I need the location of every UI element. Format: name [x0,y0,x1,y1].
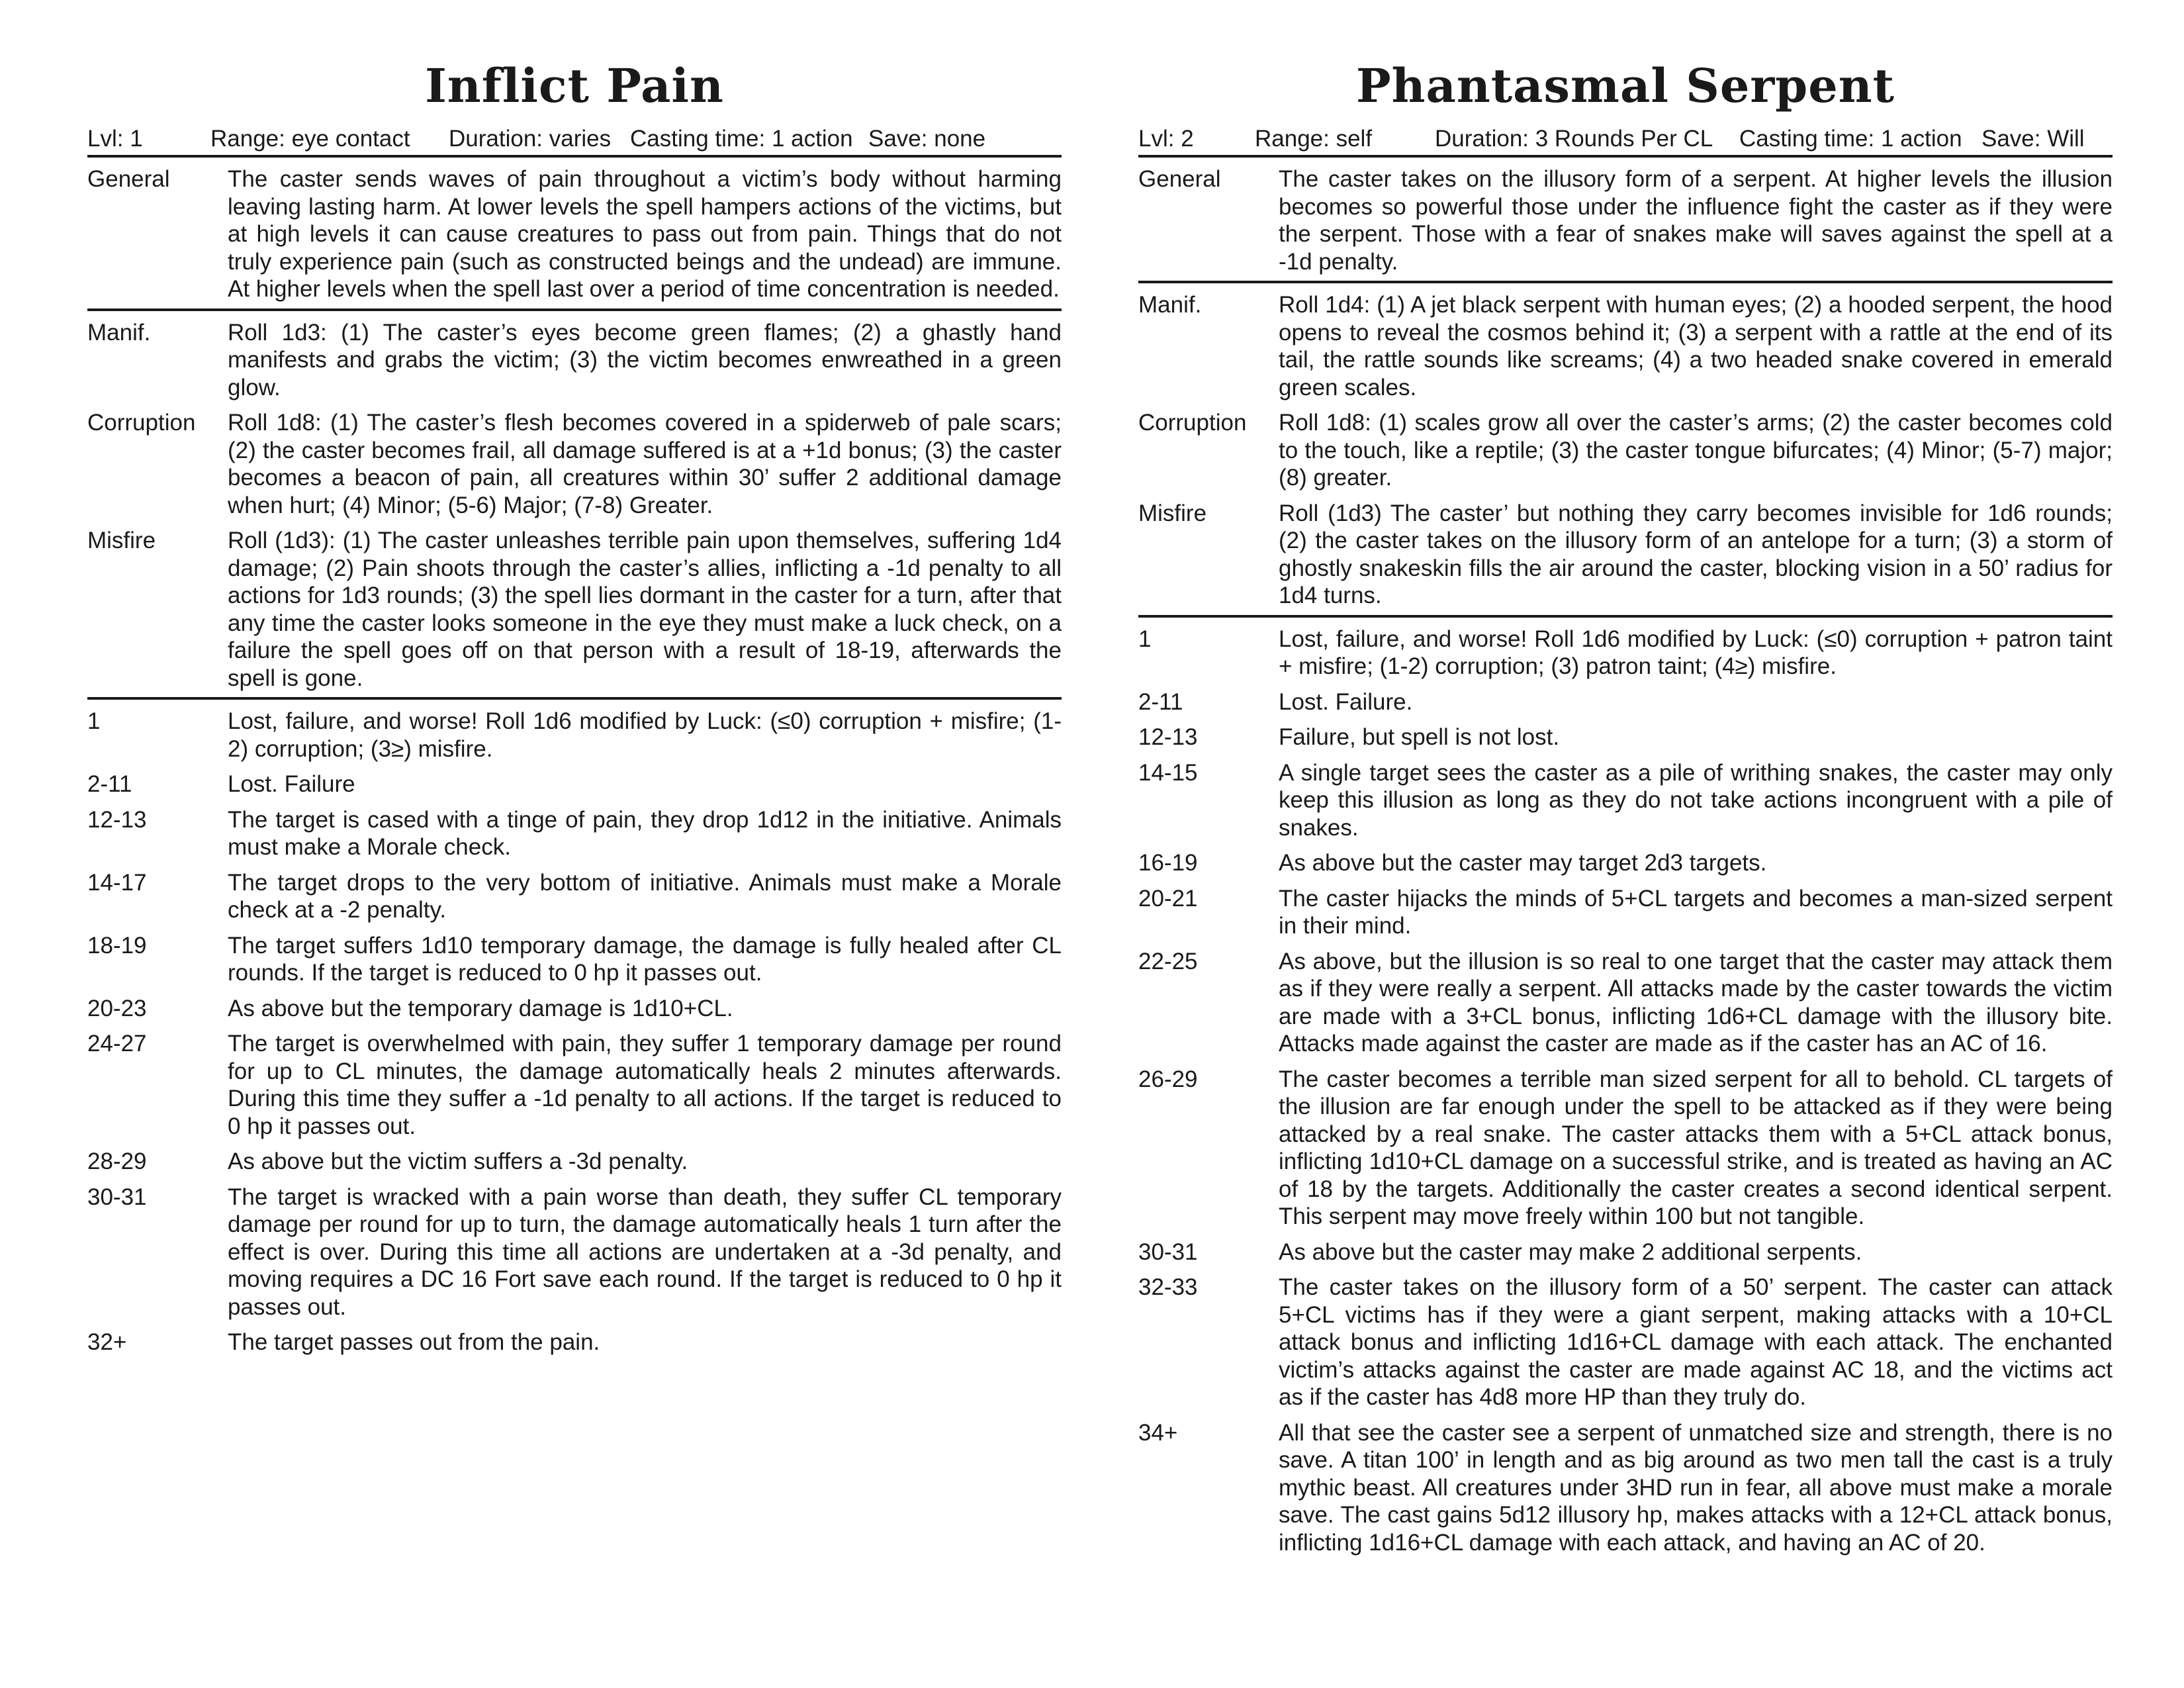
row-label: General [1138,166,1221,192]
result-range: 14-17 [87,869,147,896]
spell-stats [87,123,1062,158]
result-text: All that see the caster see a serpent of unmatched size and strength, there is no save. A titan 100’ in length and as big around as two men tall the cast is a truly mythic beast. All creatures under 3HD run in fear, all above must make a morale save. The cast gains 5d12 illusory hp, makes attacks with a 12+CL attack bonus, inflicting 1d16+CL damage with each attack, and having an AC of 20. [1279,1419,2113,1556]
result-text: The caster takes on the illusory form of a 50’ serpent. The caster can attack 5+CL victims has if they were a giant serpent, making attacks with a 10+CL attack bonus and inflicting 1d16+CL damage with each attack. The enchanted victim’s attacks against the caster are made against AC 18, and the victims act as if the caster has 4d8 more HP than they truly do. [1279,1274,2113,1410]
result-text: The caster becomes a terrible man sized serpent for all to behold. CL targets of the illusion are far enough under the spell to be attacked as if they were being attacked by a real snake. The caster attacks them with a 5+CL attack bonus, inflicting 1d10+CL damage on a successful strike, and is treated as having an AC of 18 by the targets. Additionally the caster creates a second identical serpent. This serpent may move freely within 100 but not tangible. [1279,1066,2113,1229]
row-label: Corruption [1138,410,1247,436]
row-label: Misfire [87,528,156,553]
result-row [1138,885,2113,940]
result-row [87,1030,1062,1140]
row-label: Misfire [1138,500,1207,526]
stat-level: Lvl: 1 [87,126,143,152]
row-general [1138,165,2113,283]
result-range: 34+ [1138,1419,1178,1446]
result-row [87,932,1062,987]
result-range: 1 [1138,626,1152,652]
result-range: 12-13 [87,806,147,833]
result-range: 20-21 [1138,885,1198,912]
row-corruption [87,409,1062,519]
row-label: Corruption [87,410,196,436]
stat-save: Save: Will [1981,126,2085,152]
result-text: Lost, failure, and worse! Roll 1d6 modified by Luck: (≤0) corruption + patron taint + misfire; (1-2) corruption; (3) patron taint; (4≥) misfire. [1279,626,2113,679]
result-row [87,806,1062,861]
row-label: Manif. [87,319,151,346]
result-range: 32+ [87,1329,127,1355]
result-range: 14-15 [1138,759,1198,786]
result-range: 30-31 [1138,1239,1198,1265]
row-text: Roll (1d3): (1) The caster unleashes terrible pain upon themselves, suffering 1d4 damage; (2) Pain shoots through the caster’s allies, inflicting a -1d penalty to all actions for 1d3 rounds; (3) the spell lies dormant in the caster for a turn, after that any time the caster looks someone in the eye they must make a luck check, on a failure the spell goes off on that person with a result of 18-19, afterwards the spell is gone. [228,528,1062,691]
result-row [1138,626,2113,680]
result-row [87,771,1062,798]
stat-casting-time: Casting time: 1 action [630,126,853,152]
result-row [1138,948,2113,1058]
row-label: Manif. [1138,292,1202,318]
result-text: Lost. Failure. [1279,688,1413,715]
stat-duration: Duration: varies [449,126,612,152]
row-manifestation [87,319,1062,402]
result-row [1138,688,2113,716]
result-text: As above but the caster may target 2d3 targets. [1279,850,1767,876]
row-misfire [87,527,1062,700]
row-text: The caster takes on the illusory form of a serpent. At higher levels the illusion becomes so powerful those under the influence fight the caster as if they were the serpent. Those with a fear of snakes make will saves against the spell at a -1d penalty. [1279,166,2113,275]
result-range: 1 [87,708,101,734]
result-text: The target drops to the very bottom of initiative. Animals must make a Morale check at a -2 penalty. [228,869,1062,923]
row-text: Roll 1d8: (1) scales grow all over the caster’s arms; (2) the caster becomes cold to the touch, like a reptile; (3) the caster tongue bifurcates; (4) Minor; (5-7) major; (8) greater. [1279,410,2113,491]
row-text: Roll (1d3) The caster’ but nothing they carry becomes invisible for 1d6 rounds; (2) the caster takes on the illusory form of an antelope for a turn; (3) a storm of ghostly snakeskin fills the air around the caster, blocking vision in a 50’ radius for 1d4 turns. [1279,500,2113,608]
spell-stats [1138,123,2113,158]
result-row [1138,1274,2113,1411]
result-text: As above, but the illusion is so real to one target that the caster may attack them as if they were really a serpent. All attacks made by the caster towards the victim are made with a 3+CL bonus, inflicting 1d6+CL damage with the illusory bite. Attacks made against the caster are made as if the caster has an AC of 16. [1279,948,2113,1056]
result-row [1138,1419,2113,1557]
result-text: Lost, failure, and worse! Roll 1d6 modified by Luck: (≤0) corruption + misfire; (1-2) corruption; (3≥) misfire. [228,708,1062,762]
result-row [87,1329,1062,1356]
result-range: 2-11 [1138,688,1183,715]
result-text: As above but the victim suffers a -3d penalty. [228,1149,688,1174]
stat-save: Save: none [868,126,986,152]
row-label: General [87,166,170,192]
row-misfire [1138,500,2113,618]
row-text: The caster sends waves of pain throughout a victim’s body without harming leaving lasting harm. At lower levels the spell hampers actions of the victims, but at high levels it can cause creatures to pass out from pain. Things that do not truly experience pain (such as constructed beings and the undead) are immune. At higher levels when the spell last over a period of time concentration is needed. [228,166,1062,302]
result-row [87,869,1062,924]
result-text: The target is cased with a tinge of pain, they drop 1d12 in the initiative. Animals must make a Morale check. [228,806,1062,860]
spell-inflict-pain [87,53,1062,1356]
row-text: Roll 1d8: (1) The caster’s flesh becomes covered in a spiderweb of pale scars; (2) the caster becomes frail, all damage suffered is at a +1d bonus; (3) the caster becomes a beacon of pain, all creatures within 30’ suffer 2 additional damage when hurt; (4) Minor; (5-6) Major; (7-8) Greater. [228,410,1062,518]
result-range: 24-27 [87,1031,147,1056]
spell-title: Inflict Pain [425,58,724,113]
result-range: 16-19 [1138,850,1198,876]
result-text: As above but the caster may make 2 additional serpents. [1279,1239,1862,1265]
row-manifestation [1138,291,2113,401]
result-row [87,1184,1062,1321]
result-row [87,1148,1062,1176]
result-range: 12-13 [1138,724,1198,750]
result-text: The target passes out from the pain. [228,1329,600,1355]
result-text: A single target sees the caster as a pile of writhing snakes, the caster may only keep this illusion as long as they do not take actions incongruent with a pile of snakes. [1279,759,2113,841]
stat-casting-time: Casting time: 1 action [1739,126,1962,152]
result-row [1138,759,2113,842]
stat-level: Lvl: 2 [1138,126,1194,152]
spell-phantasmal-serpent [1138,53,2113,1556]
result-row [1138,724,2113,751]
result-row [87,995,1062,1023]
stat-range: Range: self [1255,126,1373,152]
result-text: Lost. Failure [228,771,355,797]
stat-range: Range: eye contact [210,126,410,152]
result-text: Failure, but spell is not lost. [1279,724,1560,750]
result-range: 18-19 [87,932,147,959]
spell-title: Phantasmal Serpent [1356,58,1895,113]
result-range: 32-33 [1138,1274,1198,1300]
result-text: The target is wracked with a pain worse than death, they suffer CL temporary damage per round for up to turn, the damage automatically heals 1 turn after the effect is over. During this time all actions are undertaken at a -3d penalty, and moving requires a DC 16 Fort save each round. If the target is reduced to 0 hp it passes out. [228,1184,1062,1320]
result-row [1138,849,2113,877]
result-text: As above but the temporary damage is 1d10+CL. [228,995,733,1021]
result-text: The target suffers 1d10 temporary damage, the damage is fully healed after CL rounds. If the target is reduced to 0 hp it passes out. [228,932,1062,986]
result-range: 20-23 [87,995,147,1021]
result-row [1138,1066,2113,1231]
result-range: 30-31 [87,1184,147,1210]
result-text: The target is overwhelmed with pain, they suffer 1 temporary damage per round for up to CL minutes, the damage automatically heals 2 minutes afterwards. During this time they suffer a -1d penalty to all actions. If the target is reduced to 0 hp it passes out. [228,1031,1062,1139]
result-text: The caster hijacks the minds of 5+CL targets and becomes a man-sized serpent in their mind. [1279,885,2113,939]
result-range: 22-25 [1138,948,1198,974]
row-corruption [1138,409,2113,492]
row-text: Roll 1d4: (1) A jet black serpent with human eyes; (2) a hooded serpent, the hood opens to reveal the cosmos behind it; (3) a serpent with a rattle at the end of its tail, the rattle sounds like screams; (4) a two headed snake covered in emerald green scales. [1279,292,2113,400]
result-row [87,708,1062,763]
result-range: 28-29 [87,1149,147,1174]
row-text: Roll 1d3: (1) The caster’s eyes become green flames; (2) a ghastly hand manifests and grabs the victim; (3) the victim becomes enwreathed in a green glow. [228,319,1062,400]
stat-duration: Duration: 3 Rounds Per CL [1435,126,1713,152]
row-general [87,165,1062,311]
result-range: 2-11 [87,771,132,797]
result-range: 26-29 [1138,1066,1198,1092]
result-row [1138,1239,2113,1266]
